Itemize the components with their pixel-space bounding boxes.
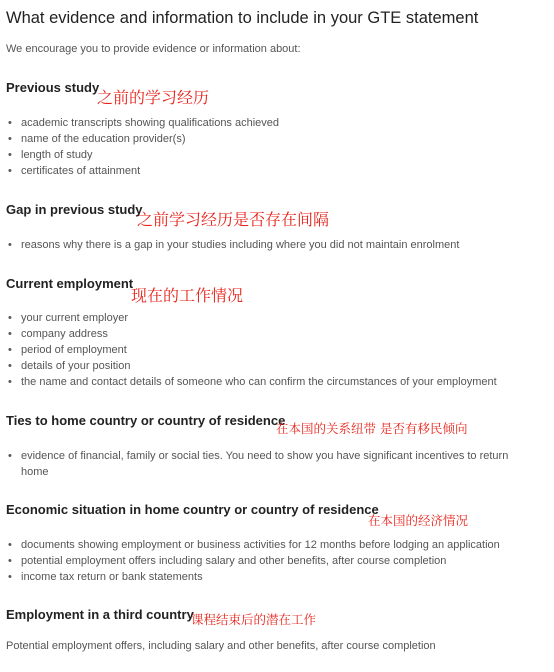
handwritten-annotation: 在本国的关系纽带 是否有移民倾向 <box>276 421 468 436</box>
section-heading: Employment in a third country <box>6 607 194 622</box>
section-heading: Previous study <box>6 80 100 95</box>
section-employment-third-country <box>0 607 554 652</box>
list-item: • income tax return or bank statements <box>8 571 203 583</box>
handwritten-annotation: 之前学习经历是否存在间隔 <box>137 210 330 229</box>
bullet-icon: • <box>8 571 12 583</box>
intro-text: We encourage you to provide evidence or information about: <box>6 43 301 55</box>
section-previous-study <box>0 80 554 177</box>
section-paragraph: Potential employment offers, including salary and other benefits, after course completion <box>6 640 436 652</box>
list-item: • your current employer <box>8 312 128 324</box>
list-item: • reasons why there is a gap in your studies including where you did not maintain enrolment <box>8 239 460 251</box>
section-heading: Ties to home country or country of residence <box>6 413 286 428</box>
handwritten-annotation: 现在的工作情况 <box>131 286 244 305</box>
section-economic-situation <box>0 502 554 583</box>
bullet-icon: • <box>8 165 12 177</box>
bullet-icon: • <box>8 328 12 340</box>
bullet-icon: • <box>8 376 12 388</box>
bullet-icon: • <box>8 117 12 129</box>
list-item: • potential employment offers including salary and other benefits, after course completion <box>8 555 447 567</box>
list-item: • documents showing employment or business activities for 12 months before lodging an application <box>8 539 500 551</box>
list-item: • certificates of attainment <box>8 165 141 177</box>
bullet-list <box>0 310 526 390</box>
bullet-icon: • <box>8 450 12 462</box>
list-item: • academic transcripts showing qualifications achieved <box>8 117 280 129</box>
handwritten-annotation: 之前的学习经历 <box>97 88 210 107</box>
bullet-icon: • <box>8 555 12 567</box>
bullet-icon: • <box>8 539 12 551</box>
section-current-employment <box>0 276 554 388</box>
section-heading: Gap in previous study <box>6 202 143 217</box>
bullet-icon: • <box>8 360 12 372</box>
bullet-icon: • <box>8 149 12 161</box>
list-item: • length of study <box>8 149 93 161</box>
section-gap-in-previous-study <box>0 202 554 251</box>
handwritten-annotation: 在本国的经济情况 <box>368 513 469 528</box>
list-item: • evidence of financial, family or social ties. You need to show you have significant incentives to return home <box>8 450 509 478</box>
list-item: • company address <box>8 328 108 340</box>
list-item: • period of employment <box>8 344 127 356</box>
page-title: What evidence and information to include in your GTE statement <box>6 9 479 27</box>
section-heading: Current employment <box>6 276 134 291</box>
bullet-icon: • <box>8 344 12 356</box>
bullet-list <box>0 537 526 585</box>
list-item: • the name and contact details of someone who can confirm the circumstances of your employment <box>8 376 497 388</box>
handwritten-annotation: 课程结束后的潜在工作 <box>191 612 317 627</box>
bullet-list <box>0 237 526 253</box>
bullet-list <box>0 448 526 480</box>
list-item: • name of the education provider(s) <box>8 133 186 145</box>
section-heading: Economic situation in home country or country of residence <box>6 502 379 517</box>
bullet-icon: • <box>8 239 12 251</box>
section-ties-to-home-country <box>0 413 554 478</box>
bullet-icon: • <box>8 312 12 324</box>
bullet-icon: • <box>8 133 12 145</box>
list-item: • details of your position <box>8 360 131 372</box>
bullet-list <box>0 115 526 179</box>
